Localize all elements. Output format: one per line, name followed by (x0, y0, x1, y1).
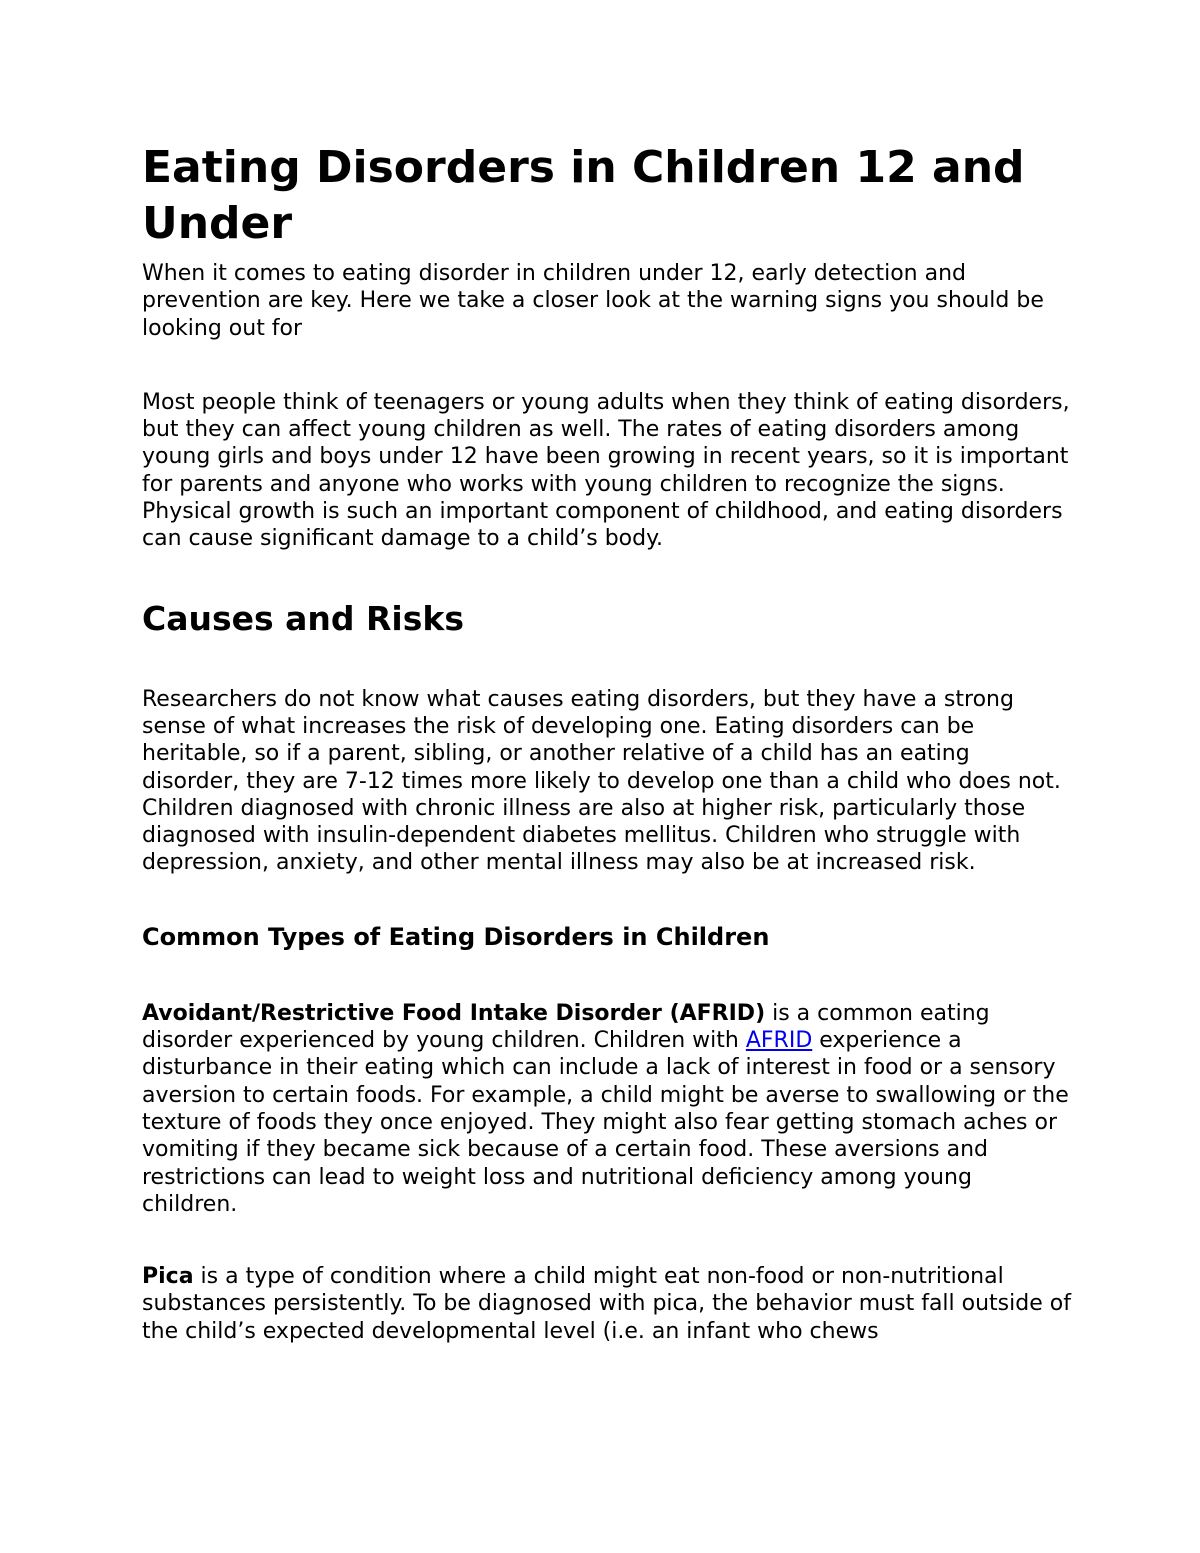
overview-paragraph: Most people think of teenagers or young adults when they think of eating disorders, but they can affect young children as well. The rates of eating disorders among young girls and boys under 12 have been growing in recent years, so it is important for parents and anyone who works with young children to recognize the signs. Physical growth is such an important component of childhood, and eating disorders can cause significant damage to a child’s body. (142, 389, 1070, 552)
afrid-text-after-link: experience a disturbance in their eating which can include a lack of interest in food or a sensory aversion to certain foods. For example, a child might be averse to swallowing or the texture of foods they once enjoyed. They might also fear getting stomach aches or vomiting if they became sick because of a certain food. These aversions and restrictions can lead to weight loss and nutritional deficiency among young children. (142, 1028, 1069, 1217)
intro-paragraph: When it comes to eating disorder in children under 12, early detection and prevention are key. Here we take a closer look at the warning signs you should be looking out for (142, 261, 1044, 341)
pica-term: Pica (142, 1264, 194, 1290)
causes-paragraph: Researchers do not know what causes eating disorders, but they have a strong sense of what increases the risk of developing one. Eating disorders can be heritable, so if a parent, sibling, or another relative of a child has an eating disorder, they are 7-12 times more likely to develop one than a child who does not. Children diagnosed with chronic illness are also at higher risk, particularly those diagnosed with insulin-dependent diabetes mellitus. Children who struggle with depression, anxiety, and other mental illness may also be at increased risk. (142, 686, 1061, 876)
afrid-text-before-link: is a common eating disorder experienced by young children. Children with (142, 1000, 990, 1054)
causes-heading: Causes and Risks (142, 598, 464, 638)
page-title: Eating Disorders in Children 12 and Under (142, 142, 1025, 249)
types-heading: Common Types of Eating Disorders in Children (142, 922, 770, 951)
afrid-term: Avoidant/Restrictive Food Intake Disorder (AFRID) (142, 1000, 766, 1026)
document-page (142, 140, 1072, 1345)
pica-paragraph (142, 1263, 1072, 1345)
afrid-paragraph (142, 1000, 1072, 1218)
afrid-link[interactable]: AFRID (745, 1028, 813, 1054)
pica-text: is a type of condition where a child might eat non-food or non-nutritional substances persistently. To be diagnosed with pica, the behavior must fall outside of the child’s expected developmental level (i.e. an infant who chews (142, 1264, 1071, 1344)
